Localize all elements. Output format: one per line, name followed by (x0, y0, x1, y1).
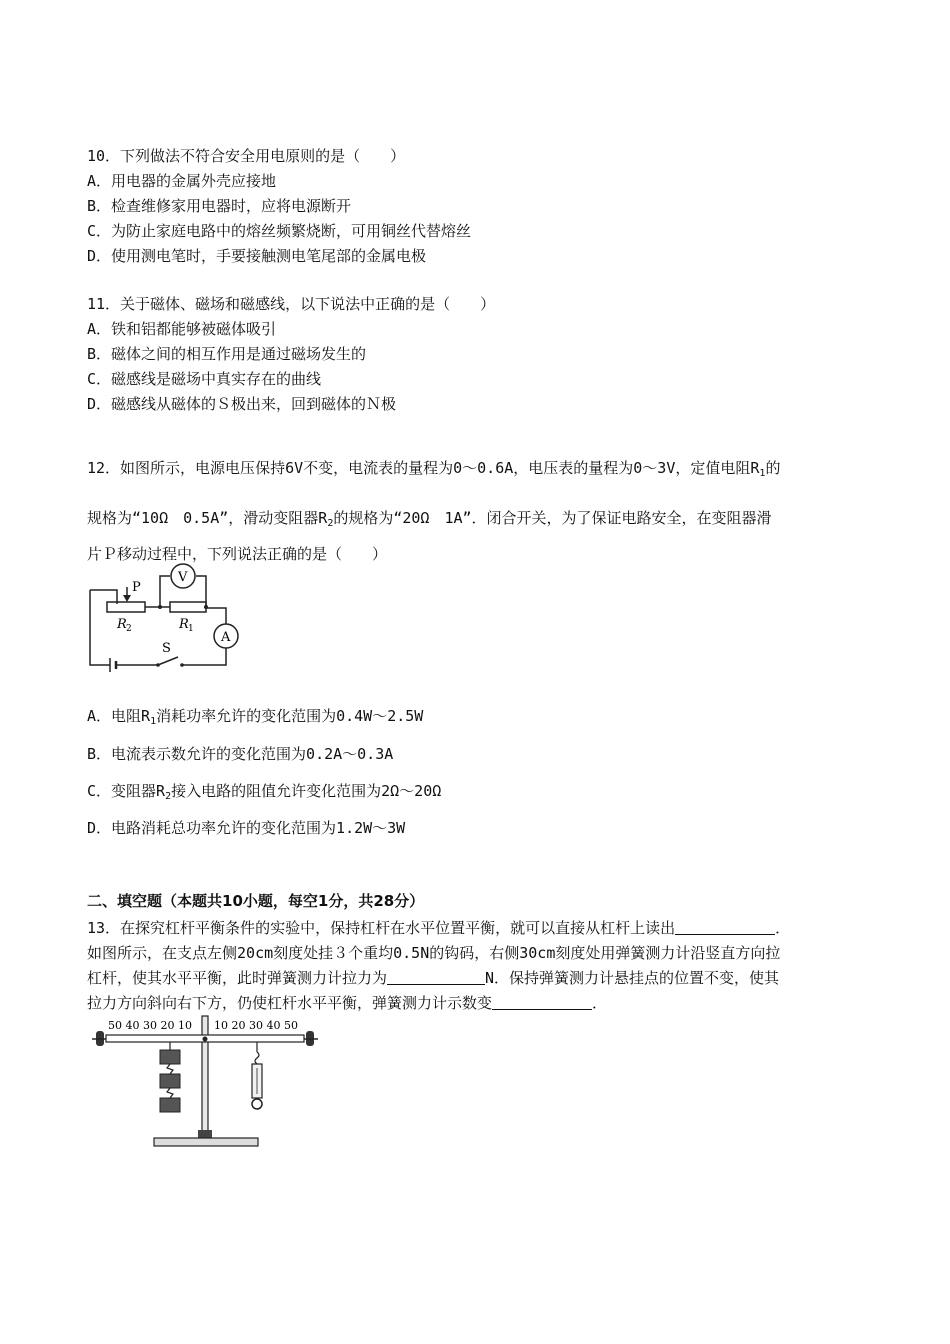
text: 13．在探究杠杆平衡条件的实验中，保持杠杆在水平位置平衡，就可以直接从杠杆上读出 (87, 919, 676, 937)
subscript: 1 (150, 716, 157, 727)
text: N．保持弹簧测力计悬挂点的位置不变，使其 (485, 969, 780, 987)
r2-label: R (117, 617, 127, 632)
text: C．变阻器R (87, 782, 166, 800)
text: 拉力方向斜向右下方，仍使杠杆水平平衡，弹簧测力计示数变 (87, 994, 493, 1012)
r1-subscript: 1 (188, 624, 194, 634)
text: ． (592, 994, 608, 1012)
q12-stem-line1 (87, 458, 780, 484)
q11-stem: 11．关于磁体、磁场和磁感线，以下说法中正确的是（ ） (87, 295, 496, 313)
scale-left-label: 50 40 30 20 10 (108, 1019, 192, 1032)
answer-blank-3[interactable] (492, 995, 592, 1010)
switch-label: S (162, 641, 171, 656)
q12-option-a (87, 706, 423, 732)
text: 接入电路的阻值允许变化范围为2Ω～20Ω (171, 782, 442, 800)
q12-stem-line2 (87, 508, 772, 534)
answer-blank-1[interactable] (675, 920, 775, 935)
q11-option-d: D．磁感线从磁体的Ｓ极出来，回到磁体的Ｎ极 (87, 395, 397, 413)
ammeter-label: A (221, 630, 231, 645)
q13-line2: 如图所示，在支点左侧20cm刻度处挂３个重均0.5N的钩码，右侧30cm刻度处用弹簧测力计沿竖直方向拉 (87, 944, 781, 962)
q13-line3 (87, 968, 779, 988)
q12-option-c (87, 781, 441, 807)
r2-subscript: 2 (126, 624, 132, 634)
text: 规格为“10Ω 0.5A”，滑动变阻器R (87, 509, 328, 527)
q10-option-a: A．用电器的金属外壳应接地 (87, 172, 277, 190)
subscript: 2 (165, 791, 172, 802)
subscript: 2 (327, 518, 334, 529)
q12-stem-line3: 片Ｐ移动过程中，下列说法正确的是（ ） (87, 545, 388, 563)
q11-option-b: B．磁体之间的相互作用是通过磁场发生的 (87, 345, 367, 363)
text: ． (775, 919, 791, 937)
text: 12．如图所示，电源电压保持6V不变，电流表的量程为0～0.6A，电压表的量程为0～3V，定值电阻R (87, 459, 760, 477)
q10-option-c: C．为防止家庭电路中的熔丝频繁烧断，可用铜丝代替熔丝 (87, 222, 472, 240)
lever-diagram (90, 1012, 330, 1152)
q11-option-c: C．磁感线是磁场中真实存在的曲线 (87, 370, 322, 388)
text: 的规格为“20Ω 1A”．闭合开关，为了保证电路安全，在变阻器滑 (333, 509, 772, 527)
circuit-diagram (80, 560, 255, 675)
text: 杠杆，使其水平平衡，此时弹簧测力计拉力为 (87, 969, 388, 987)
scale-right-label: 10 20 30 40 50 (214, 1019, 298, 1032)
q13-line4 (87, 993, 607, 1013)
text: 的 (765, 459, 781, 477)
voltmeter-label: V (178, 570, 188, 585)
q11-option-a: A．铁和铝都能够被磁体吸引 (87, 320, 277, 338)
q10-option-b: B．检查维修家用电器时，应将电源断开 (87, 197, 352, 215)
r1-label: R (179, 617, 189, 632)
q12-option-b: B．电流表示数允许的变化范围为0.2A～0.3A (87, 745, 394, 763)
subscript: 1 (759, 468, 766, 479)
q10-stem: 10．下列做法不符合安全用电原则的是（ ） (87, 147, 406, 165)
q13-line1 (87, 918, 790, 938)
section-heading: 二、填空题（本题共10小题，每空1分，共28分） (87, 892, 425, 910)
answer-blank-2[interactable] (387, 970, 485, 985)
text: 消耗功率允许的变化范围为0.4W～2.5W (156, 707, 424, 725)
slider-label: P (132, 580, 141, 595)
q10-option-d: D．使用测电笔时，手要接触测电笔尾部的金属电极 (87, 247, 427, 265)
text: A．电阻R (87, 707, 151, 725)
q12-option-d: D．电路消耗总功率允许的变化范围为1.2W～3W (87, 819, 406, 837)
